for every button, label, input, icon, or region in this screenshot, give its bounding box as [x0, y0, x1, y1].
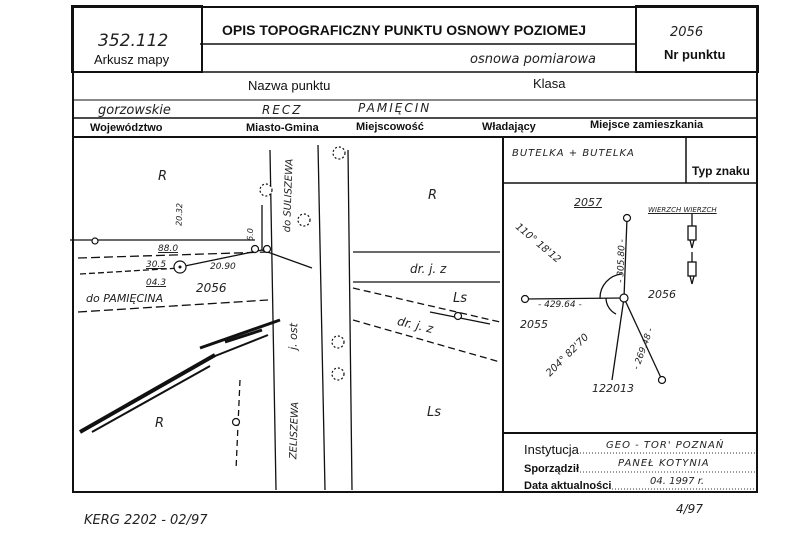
map-dim-3: 88.0 — [158, 244, 179, 254]
sketch-angle-2: 204° 82'70 — [544, 331, 592, 380]
map-dim-2: 6.0 — [245, 227, 256, 242]
map-dim-1: 20.32 — [174, 202, 185, 227]
map-dim-5: 20.90 — [210, 262, 236, 272]
map-label-zeliszewa: ZELISZEWA — [288, 401, 302, 460]
prepared-value: PANEŁ KOTYNIA — [618, 458, 710, 469]
map-label-to-suliszewo: do SULISZEWA — [282, 158, 296, 233]
map-label-j-ost: j. ost — [286, 322, 301, 351]
locality-label: Miejscowość — [356, 121, 424, 133]
map-label-r2: R — [428, 188, 438, 203]
voivodeship-label: Województwo — [90, 122, 163, 134]
institution-value: GEO - TOR' POZNAŃ — [606, 440, 725, 451]
point-number-value: 2056 — [670, 25, 704, 40]
class-label: Klasa — [533, 76, 566, 91]
form-title: OPIS TOPOGRAFICZNY PUNKTU OSNOWY POZIOMEJ — [222, 22, 587, 38]
map-label-ls2: Ls — [427, 405, 442, 420]
page-number: 4/97 — [676, 502, 703, 516]
voivodeship-value: gorzowskie — [98, 103, 171, 118]
map-label-r3: R — [155, 416, 165, 431]
point-name-value: osnowa pomiarowa — [470, 52, 596, 67]
point-name-label: Nazwa punktu — [248, 78, 331, 93]
map-dim-4: 30.5 — [146, 260, 167, 270]
sketch-dist-2: - 429.64 - — [538, 300, 582, 310]
sign-caption: WIERZCH WIERZCH — [648, 206, 717, 214]
map-label-road2: dr. j. z — [395, 314, 435, 336]
owner-label: Władający — [482, 121, 536, 133]
prepared-label: Sporządził — [524, 463, 580, 475]
map-label-road1: dr. j. z — [410, 262, 447, 276]
map-point-number: 2056 — [196, 281, 227, 295]
sketch-point-2057: 2057 — [574, 196, 602, 209]
institution-label: Instytucja — [524, 442, 579, 457]
city-value: RECZ — [262, 103, 303, 117]
map-label-r1: R — [158, 169, 168, 184]
residence-label: Miejsce zamieszkania — [590, 119, 704, 131]
sketch-angle-1: 110° 18'12 — [512, 221, 563, 266]
sketch-point-122013: 122013 — [592, 382, 634, 395]
date-value: 04. 1997 r. — [650, 476, 705, 487]
map-label-ls1: Ls — [453, 291, 468, 306]
date-label: Data aktualności — [524, 480, 612, 492]
sheet-number: 352.112 — [98, 31, 169, 51]
form-code: KERG 2202 - 02/97 — [84, 513, 208, 528]
city-label: Miasto-Gmina — [246, 122, 319, 134]
locality-value: PAMIĘCIN — [358, 101, 432, 115]
sketch-dist-3: - 269.48 - — [631, 326, 657, 372]
sheet-label: Arkusz mapy — [94, 52, 170, 67]
sign-type-value: BUTELKA + BUTELKA — [512, 148, 635, 159]
map-dim-6: 04.3 — [146, 278, 167, 288]
sketch-dist-1: - 305.80 - — [616, 238, 628, 284]
sketch-point-2055: 2055 — [520, 318, 548, 331]
map-label-to-pamiecin: do PAMIĘCINA — [86, 292, 164, 305]
point-number-label: Nr punktu — [664, 47, 726, 62]
sign-type-label: Typ znaku — [692, 164, 750, 178]
sketch-point-2056: 2056 — [648, 288, 676, 301]
